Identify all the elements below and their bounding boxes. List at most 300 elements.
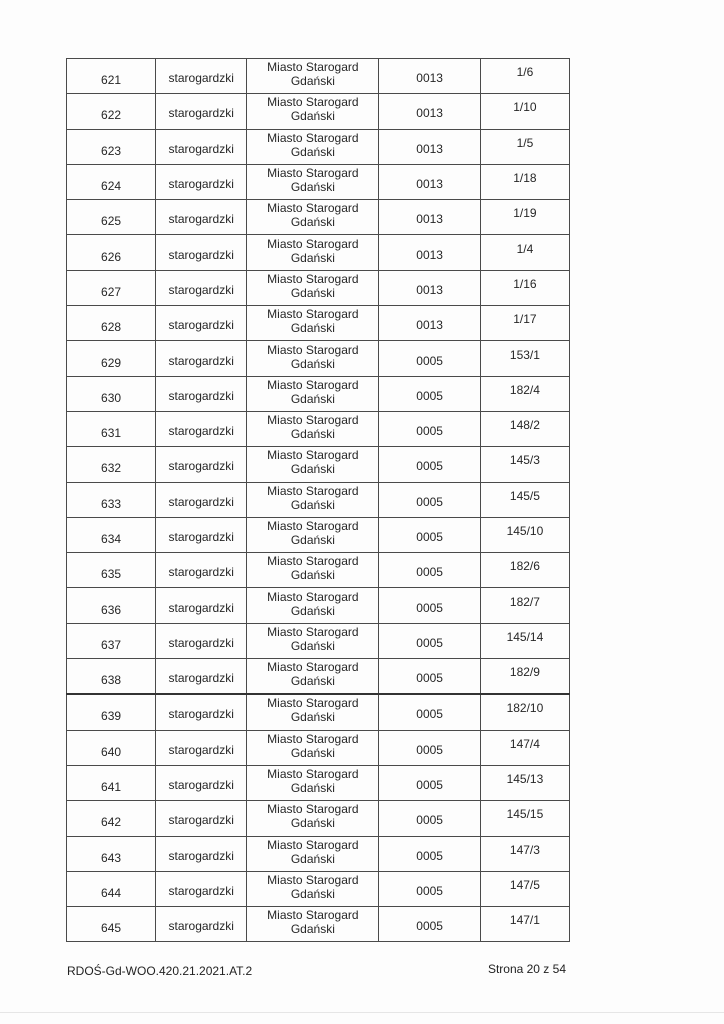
table-row [67, 200, 570, 235]
cell-lp-text: 632 [101, 461, 122, 476]
cell-gmina [247, 907, 379, 942]
cell-gmina [247, 836, 379, 871]
cell-obreb [379, 59, 480, 94]
cell-lp [67, 235, 156, 270]
cell-obreb-text: 0005 [416, 778, 443, 793]
cell-dzialka [480, 871, 569, 906]
cell-obreb [379, 447, 480, 482]
cell-dzialka-text: 1/16 [513, 276, 537, 291]
cell-gmina [247, 482, 379, 517]
cell-powiat-text: starogardzki [168, 671, 234, 686]
cell-gmina [247, 129, 379, 164]
cell-gmina-line1: Miasto Starogard [267, 767, 359, 782]
cell-gmina-line1: Miasto Starogard [267, 519, 359, 533]
cell-dzialka-text: 1/4 [516, 241, 534, 256]
table-row [67, 376, 570, 411]
cell-powiat [156, 765, 247, 800]
cell-gmina-line2: Gdański [290, 250, 335, 265]
cell-dzialka [480, 270, 569, 305]
cell-lp [67, 623, 156, 658]
cell-powiat [156, 306, 247, 341]
cell-obreb-text: 0013 [416, 141, 443, 156]
cell-lp-text: 622 [101, 108, 122, 123]
cell-gmina-line1: Miasto Starogard [267, 624, 359, 639]
cell-dzialka [480, 376, 569, 411]
cell-powiat-text: starogardzki [168, 565, 234, 580]
cell-dzialka-text: 145/5 [509, 488, 540, 503]
table-row [67, 871, 570, 906]
cell-gmina [247, 447, 379, 482]
cell-lp [67, 694, 156, 730]
cell-dzialka-text: 145/10 [506, 524, 544, 538]
cell-lp-text: 625 [101, 214, 122, 229]
cell-powiat [156, 164, 247, 199]
table-row [67, 907, 570, 942]
cell-powiat [156, 411, 247, 446]
cell-gmina-line2: Gdański [290, 74, 335, 89]
cell-obreb-text: 0013 [416, 247, 443, 262]
cell-obreb [379, 270, 480, 305]
cell-powiat [156, 694, 247, 730]
cell-powiat [156, 94, 247, 129]
table-row [67, 306, 570, 341]
cell-gmina [247, 553, 379, 588]
cell-dzialka-text: 1/19 [513, 206, 537, 221]
cell-gmina [247, 411, 379, 446]
cell-gmina-line2: Gdański [290, 462, 335, 477]
cell-lp [67, 871, 156, 906]
cell-gmina-line2: Gdański [290, 816, 335, 831]
cell-dzialka [480, 164, 569, 199]
cell-gmina [247, 801, 379, 836]
cell-lp [67, 836, 156, 871]
cell-powiat [156, 907, 247, 942]
table-row [67, 482, 570, 517]
cell-powiat-text: starogardzki [168, 71, 234, 86]
cell-gmina-line1: Miasto Starogard [267, 95, 359, 110]
cell-powiat-text: starogardzki [168, 600, 234, 615]
cell-lp-text: 627 [101, 284, 122, 299]
cell-lp [67, 376, 156, 411]
cell-lp [67, 447, 156, 482]
cell-gmina-line1: Miasto Starogard [267, 802, 359, 817]
cell-powiat-text: starogardzki [168, 318, 234, 333]
cell-dzialka [480, 200, 569, 235]
cell-powiat-text: starogardzki [168, 813, 234, 828]
cell-dzialka [480, 341, 569, 376]
cell-gmina [247, 376, 379, 411]
cell-dzialka-text: 182/6 [509, 559, 540, 574]
cell-powiat-text: starogardzki [168, 106, 234, 121]
cell-obreb [379, 907, 480, 942]
cell-gmina [247, 59, 379, 94]
cell-obreb [379, 836, 480, 871]
parcel-table-container [66, 58, 570, 942]
cell-lp [67, 765, 156, 800]
cell-dzialka [480, 129, 569, 164]
cell-gmina-line1: Miasto Starogard [267, 660, 359, 675]
cell-obreb [379, 694, 480, 730]
cell-dzialka-text: 145/14 [506, 629, 544, 644]
cell-obreb [379, 482, 480, 517]
cell-powiat [156, 871, 247, 906]
cell-dzialka [480, 94, 569, 129]
cell-gmina-line1: Miasto Starogard [267, 837, 359, 852]
cell-gmina-line2: Gdański [290, 427, 335, 442]
cell-powiat [156, 588, 247, 623]
cell-obreb-text: 0013 [416, 212, 443, 227]
cell-dzialka-text: 182/7 [509, 594, 540, 609]
cell-dzialka-text: 182/4 [509, 382, 540, 397]
cell-dzialka [480, 482, 569, 517]
cell-gmina [247, 270, 379, 305]
cell-powiat-text: starogardzki [168, 707, 234, 722]
table-row [67, 341, 570, 376]
cell-powiat [156, 447, 247, 482]
table-row [67, 164, 570, 199]
cell-obreb-text: 0013 [416, 106, 443, 121]
cell-obreb-text: 0005 [416, 742, 443, 757]
cell-obreb [379, 200, 480, 235]
cell-gmina-line1: Miasto Starogard [267, 60, 359, 75]
cell-powiat [156, 659, 247, 695]
cell-obreb [379, 659, 480, 695]
cell-obreb [379, 588, 480, 623]
cell-obreb-text: 0005 [416, 813, 443, 828]
cell-obreb-text: 0005 [416, 353, 443, 368]
cell-dzialka [480, 801, 569, 836]
cell-gmina [247, 517, 379, 552]
cell-obreb [379, 553, 480, 588]
cell-powiat [156, 730, 247, 765]
page-number: Strona 20 z 54 [487, 962, 566, 976]
cell-gmina [247, 730, 379, 765]
document-reference: RDOŚ-Gd-WOO.420.21.2021.AT.2 [67, 964, 253, 978]
cell-dzialka-text: 147/5 [509, 877, 540, 892]
cell-obreb-text: 0005 [416, 848, 443, 863]
cell-powiat [156, 801, 247, 836]
cell-gmina [247, 765, 379, 800]
cell-gmina-line2: Gdański [290, 321, 335, 336]
cell-powiat-text: starogardzki [168, 459, 234, 474]
cell-gmina [247, 164, 379, 199]
cell-obreb [379, 164, 480, 199]
cell-lp [67, 482, 156, 517]
cell-gmina [247, 200, 379, 235]
cell-obreb [379, 376, 480, 411]
cell-obreb [379, 235, 480, 270]
cell-obreb-text: 0005 [416, 530, 443, 544]
cell-gmina-line2: Gdański [290, 568, 335, 583]
cell-gmina [247, 588, 379, 623]
cell-gmina-line1: Miasto Starogard [267, 130, 359, 145]
cell-obreb [379, 129, 480, 164]
cell-gmina [247, 694, 379, 730]
cell-dzialka-text: 153/1 [509, 347, 540, 362]
cell-powiat [156, 553, 247, 588]
cell-lp-text: 643 [101, 850, 122, 865]
cell-powiat [156, 129, 247, 164]
cell-lp [67, 129, 156, 164]
cell-gmina-line2: Gdański [290, 781, 335, 796]
cell-lp-text: 630 [101, 390, 122, 405]
cell-obreb-text: 0005 [416, 565, 443, 580]
cell-dzialka [480, 907, 569, 942]
cell-lp [67, 200, 156, 235]
table-row [67, 235, 570, 270]
cell-gmina-line1: Miasto Starogard [267, 342, 359, 357]
cell-obreb [379, 730, 480, 765]
cell-lp-text: 626 [101, 249, 122, 264]
cell-powiat-text: starogardzki [168, 494, 234, 509]
cell-powiat-text: starogardzki [168, 742, 234, 757]
cell-dzialka-text: 147/4 [509, 736, 540, 751]
cell-obreb-text: 0005 [416, 883, 443, 898]
cell-gmina-line1: Miasto Starogard [267, 872, 359, 887]
cell-dzialka-text: 148/2 [509, 418, 540, 433]
cell-powiat [156, 376, 247, 411]
cell-gmina [247, 306, 379, 341]
cell-powiat-text: starogardzki [168, 212, 234, 227]
cell-dzialka-text: 147/3 [509, 842, 540, 857]
cell-powiat [156, 235, 247, 270]
cell-obreb [379, 765, 480, 800]
cell-dzialka [480, 447, 569, 482]
cell-powiat-text: starogardzki [168, 388, 234, 403]
cell-gmina-line2: Gdański [290, 638, 335, 653]
cell-gmina-line2: Gdański [290, 533, 335, 547]
cell-powiat-text: starogardzki [168, 848, 234, 863]
cell-lp-text: 642 [101, 815, 122, 830]
cell-dzialka-text: 145/15 [506, 807, 544, 822]
cell-dzialka-text: 1/18 [513, 171, 537, 186]
cell-powiat-text: starogardzki [168, 778, 234, 793]
cell-lp [67, 270, 156, 305]
cell-gmina-line1: Miasto Starogard [267, 908, 359, 923]
cell-obreb-text: 0005 [416, 707, 443, 722]
cell-powiat-text: starogardzki [168, 635, 234, 650]
cell-powiat [156, 341, 247, 376]
cell-lp [67, 517, 156, 552]
cell-gmina-line2: Gdański [290, 674, 335, 689]
cell-powiat-text: starogardzki [168, 424, 234, 439]
cell-lp-text: 623 [101, 143, 122, 158]
cell-lp-text: 635 [101, 567, 122, 582]
cell-lp [67, 659, 156, 695]
table-row [67, 623, 570, 658]
cell-lp-text: 645 [101, 921, 122, 936]
cell-dzialka [480, 59, 569, 94]
cell-gmina [247, 659, 379, 695]
cell-lp [67, 306, 156, 341]
parcel-table [66, 58, 570, 942]
cell-gmina-line2: Gdański [290, 603, 335, 618]
cell-lp [67, 730, 156, 765]
cell-dzialka-text: 1/17 [513, 312, 537, 327]
cell-powiat-text: starogardzki [168, 530, 234, 544]
cell-obreb [379, 801, 480, 836]
cell-lp [67, 588, 156, 623]
cell-lp-text: 624 [101, 179, 122, 194]
table-row [67, 801, 570, 836]
cell-obreb [379, 871, 480, 906]
cell-gmina-line1: Miasto Starogard [267, 554, 359, 569]
cell-obreb [379, 341, 480, 376]
table-row [67, 129, 570, 164]
cell-obreb-text: 0005 [416, 600, 443, 615]
cell-lp [67, 164, 156, 199]
cell-lp [67, 553, 156, 588]
table-row [67, 517, 570, 552]
cell-dzialka [480, 659, 569, 695]
cell-dzialka-text: 1/6 [516, 65, 534, 80]
cell-gmina-line1: Miasto Starogard [267, 166, 359, 181]
cell-lp-text: 633 [101, 496, 122, 511]
cell-gmina-line2: Gdański [290, 356, 335, 371]
cell-gmina-line1: Miasto Starogard [267, 271, 359, 286]
cell-gmina-line2: Gdański [290, 745, 335, 760]
cell-lp [67, 801, 156, 836]
cell-gmina-line2: Gdański [290, 109, 335, 124]
cell-powiat-text: starogardzki [168, 177, 234, 192]
cell-lp-text: 640 [101, 744, 122, 759]
table-row [67, 694, 570, 730]
cell-obreb-text: 0013 [416, 71, 443, 86]
cell-obreb-text: 0005 [416, 388, 443, 403]
cell-lp-text: 638 [101, 673, 122, 688]
cell-lp [67, 341, 156, 376]
cell-dzialka [480, 623, 569, 658]
table-row [67, 553, 570, 588]
table-row [67, 94, 570, 129]
cell-dzialka [480, 730, 569, 765]
cell-lp-text: 629 [101, 355, 122, 370]
cell-gmina-line2: Gdański [290, 285, 335, 300]
table-row [67, 270, 570, 305]
cell-gmina-line2: Gdański [290, 215, 335, 230]
cell-dzialka [480, 235, 569, 270]
cell-gmina-line1: Miasto Starogard [267, 731, 359, 746]
table-row [67, 836, 570, 871]
cell-powiat [156, 270, 247, 305]
cell-gmina-line1: Miasto Starogard [267, 589, 359, 604]
cell-powiat-text: starogardzki [168, 141, 234, 156]
cell-powiat [156, 59, 247, 94]
table-row [67, 730, 570, 765]
cell-gmina [247, 341, 379, 376]
cell-dzialka [480, 694, 569, 730]
cell-obreb-text: 0005 [416, 424, 443, 439]
table-row [67, 411, 570, 446]
cell-gmina-line1: Miasto Starogard [267, 236, 359, 251]
cell-dzialka [480, 588, 569, 623]
cell-gmina-line2: Gdański [290, 144, 335, 159]
cell-gmina-line2: Gdański [290, 851, 335, 866]
cell-dzialka [480, 836, 569, 871]
cell-lp [67, 59, 156, 94]
cell-powiat-text: starogardzki [168, 883, 234, 898]
cell-gmina-line1: Miasto Starogard [267, 413, 359, 428]
cell-gmina [247, 871, 379, 906]
table-row [67, 659, 570, 695]
cell-dzialka [480, 306, 569, 341]
cell-gmina-line1: Miasto Starogard [267, 696, 359, 711]
table-row [67, 588, 570, 623]
cell-gmina-line1: Miasto Starogard [267, 377, 359, 392]
cell-obreb-text: 0005 [416, 635, 443, 650]
cell-dzialka-text: 145/13 [506, 772, 544, 787]
cell-dzialka-text: 145/3 [509, 453, 540, 468]
cell-lp [67, 94, 156, 129]
cell-gmina-line1: Miasto Starogard [267, 201, 359, 216]
cell-lp-text: 621 [101, 73, 122, 88]
cell-gmina [247, 623, 379, 658]
table-row [67, 59, 570, 94]
cell-gmina-line2: Gdański [290, 391, 335, 406]
cell-obreb [379, 94, 480, 129]
cell-powiat-text: starogardzki [168, 247, 234, 262]
cell-dzialka-text: 1/5 [516, 135, 534, 150]
cell-powiat [156, 200, 247, 235]
cell-powiat [156, 517, 247, 552]
cell-dzialka-text: 1/10 [513, 100, 537, 115]
cell-obreb-text: 0005 [416, 494, 443, 509]
cell-lp [67, 907, 156, 942]
cell-lp-text: 634 [101, 532, 122, 546]
cell-gmina-line2: Gdański [290, 180, 335, 195]
cell-obreb-text: 0005 [416, 919, 443, 934]
cell-dzialka-text: 182/10 [506, 701, 544, 716]
cell-gmina-line1: Miasto Starogard [267, 307, 359, 322]
cell-gmina [247, 235, 379, 270]
cell-gmina-line2: Gdański [290, 710, 335, 725]
cell-obreb [379, 517, 480, 552]
cell-obreb-text: 0005 [416, 459, 443, 474]
cell-gmina-line1: Miasto Starogard [267, 483, 359, 498]
cell-lp-text: 631 [101, 426, 122, 441]
cell-gmina-line2: Gdański [290, 497, 335, 512]
cell-obreb-text: 0013 [416, 177, 443, 192]
cell-lp-text: 639 [101, 709, 122, 724]
cell-obreb-text: 0013 [416, 282, 443, 297]
cell-gmina-line1: Miasto Starogard [267, 448, 359, 463]
table-row [67, 765, 570, 800]
cell-powiat-text: starogardzki [168, 353, 234, 368]
table-row [67, 447, 570, 482]
cell-dzialka-text: 147/1 [509, 913, 540, 928]
cell-dzialka [480, 411, 569, 446]
cell-dzialka [480, 553, 569, 588]
cell-obreb-text: 0005 [416, 671, 443, 686]
cell-gmina [247, 94, 379, 129]
cell-powiat-text: starogardzki [168, 282, 234, 297]
cell-gmina-line2: Gdański [290, 922, 335, 937]
cell-obreb [379, 623, 480, 658]
cell-obreb [379, 411, 480, 446]
cell-lp-text: 637 [101, 637, 122, 652]
cell-dzialka-text: 182/9 [509, 665, 540, 680]
cell-lp [67, 411, 156, 446]
cell-powiat [156, 482, 247, 517]
cell-powiat [156, 623, 247, 658]
cell-lp-text: 636 [101, 602, 122, 617]
cell-powiat [156, 836, 247, 871]
parcel-table-body [67, 59, 570, 942]
cell-lp-text: 641 [101, 780, 122, 795]
cell-lp-text: 644 [101, 885, 122, 900]
cell-lp-text: 628 [101, 320, 122, 335]
cell-obreb-text: 0013 [416, 318, 443, 333]
